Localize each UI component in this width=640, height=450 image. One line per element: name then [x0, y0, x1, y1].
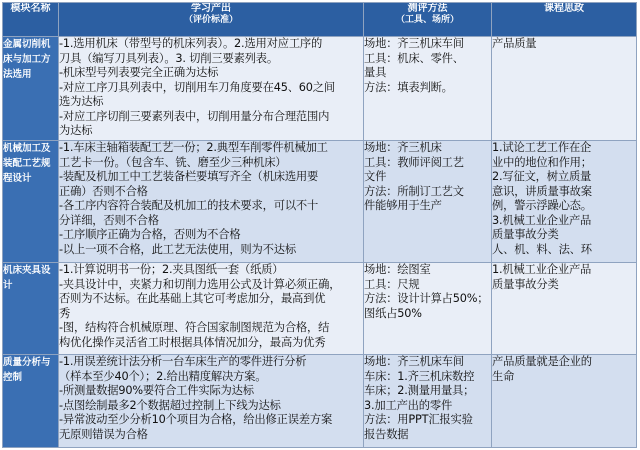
output-cell [59, 355, 364, 448]
output-line: -图，结构符合机械原理、符合国家制图规范为合格，结 [59, 321, 330, 334]
method-cell [364, 37, 492, 141]
output-line: 无原则错误为合格 [59, 427, 148, 441]
method-line: 车床；2.测量用量具； [364, 384, 475, 397]
method-cell [364, 263, 492, 355]
ideology-line: 2.写征文，树立质量 [492, 170, 592, 183]
curriculum-table [2, 2, 637, 448]
output-line: 工艺卡一份。（包含车、铣、磨至少三种机床） [59, 155, 287, 169]
output-line: -夹具设计中，夹紧力和切削力选用公式及计算必须正确， [59, 277, 341, 291]
ideology-line: 1.机械工业企业产品 [492, 263, 592, 276]
module-name: 质量分析与控制 [3, 355, 59, 448]
output-line: -工序顺序正确为合格，否则为不合格 [59, 228, 241, 241]
table-row [3, 37, 637, 141]
ideology-line: 产品质量就是企业的 [492, 355, 592, 368]
ideology-line: 3.机械工业企业产品 [492, 213, 592, 227]
output-cell [59, 37, 364, 141]
output-line: -机床型号列表要完全正确为达标 [59, 66, 219, 79]
output-line: 构优化操作灵活省工时根据具体情况加分，最高为优秀 [59, 335, 326, 349]
output-line: -1.用误差统计法分析一台车床生产的零件进行分析 [59, 355, 307, 368]
method-cell [364, 141, 492, 263]
ideology-line: 质量事故分类 [492, 228, 559, 241]
header-row [3, 3, 637, 37]
module-name: 机床夹具设计 [3, 263, 59, 355]
output-line: -对应工序切削三要素列表中，切削用量分布合理范围内 [59, 109, 330, 123]
method-line: 场地：绘图室 [364, 263, 431, 276]
output-line: 正确）否则不合格 [59, 184, 148, 198]
output-line: 分详细，否则不合格 [59, 213, 159, 227]
method-line: 图纸占50% [364, 306, 422, 320]
ideology-cell [492, 37, 637, 141]
output-cell [59, 141, 364, 263]
method-line: 方法：用PPT汇报实验 [364, 413, 473, 426]
ideology-line: 生命 [492, 369, 515, 383]
output-line: 刀具（编写刀具列表）。3. 切削三要素列表。 [59, 51, 278, 65]
method-line: 3.加工产出的零件 [364, 398, 453, 412]
method-line: 报告数据 [364, 427, 409, 441]
method-line: 文件 [364, 170, 387, 183]
output-line: 为达标 [59, 124, 93, 137]
output-line: -1.选用机床（带型号的机床列表）。2.选用对应工序的 [59, 37, 323, 50]
method-line: 件能够用于生产 [364, 199, 442, 212]
method-cell [364, 355, 492, 448]
method-line: 场地：齐三机床车间 [364, 355, 464, 368]
method-line: 工具：尺规 [364, 277, 420, 291]
table-row [3, 141, 637, 263]
method-line: 方法：所制订工艺文 [364, 184, 464, 198]
output-line: -异常波动至少分析10个项目为合格，给出修正误差方案 [59, 413, 333, 426]
output-line: （样本至少40个）；2.给出精度解决方案。 [59, 369, 267, 383]
output-line: -对应工序刀具列表中，切削用车刀角度要在45、60之间 [59, 80, 335, 94]
method-line: 工具：机床、零件、 [364, 51, 464, 65]
output-line: -点图绘制最多2个数据超过控制上下线为达标 [59, 398, 281, 412]
output-line: -以上一项不合格，此工艺无法使用，则为不达标 [59, 242, 296, 256]
output-line: -所测量数据90%要符合工件实际为达标 [59, 384, 254, 397]
ideology-cell [492, 355, 637, 448]
output-cell [59, 263, 364, 355]
output-line: 否则为不达标。在此基础上其它可考虑加分，最高到优 [59, 292, 326, 305]
ideology-line: 质量事故分类 [492, 277, 559, 291]
method-line: 方法：设计计算占50%； [364, 292, 489, 305]
method-line: 量具 [364, 66, 387, 79]
header-method: 测评方法 （工具、场所） [364, 3, 492, 37]
ideology-line: 1.试论工艺工作在企 [492, 141, 592, 154]
method-line: 场地：齐三机床车间 [364, 37, 464, 50]
module-name: 金属切削机床与加工方法选用 [3, 37, 59, 141]
ideology-line: 业中的地位和作用； [492, 155, 592, 169]
output-line: -各工序内容符合装配及机加工的技术要求，可以不十 [59, 199, 319, 212]
header-module: 模块名称 [3, 3, 59, 37]
method-line: 场地：齐三机床 [364, 141, 442, 154]
ideology-cell [492, 141, 637, 263]
output-line: 秀 [59, 306, 71, 320]
output-line: -装配及机加工中工艺装备栏要填写齐全（机床选用要 [59, 170, 319, 183]
output-line: 选为达标 [59, 95, 104, 108]
method-line: 工具：教师评阅工艺 [364, 155, 464, 169]
ideology-line: 产品质量 [492, 37, 537, 50]
ideology-line: 人、机、料、法、环 [492, 242, 592, 256]
ideology-line: 例，警示浮躁心态。 [492, 199, 592, 212]
method-line: 车床：1.齐三机床数控 [364, 369, 475, 383]
ideology-cell [492, 263, 637, 355]
output-line: -1.车床主轴箱装配工艺一份；2.典型车削零件机械加工 [59, 141, 328, 154]
header-output: 学习产出 （评价标准） [59, 3, 364, 37]
ideology-line: 意识，讲质量事故案 [492, 184, 592, 198]
method-line: 方法：填表判断。 [364, 80, 453, 94]
output-line: -1.计算说明书一份；2.夹具图纸一套（纸质） [59, 263, 284, 276]
table-row [3, 263, 637, 355]
table-row [3, 355, 637, 448]
module-name: 机械加工及装配工艺规程设计 [3, 141, 59, 263]
header-ideology: 课程思政 [492, 3, 637, 37]
